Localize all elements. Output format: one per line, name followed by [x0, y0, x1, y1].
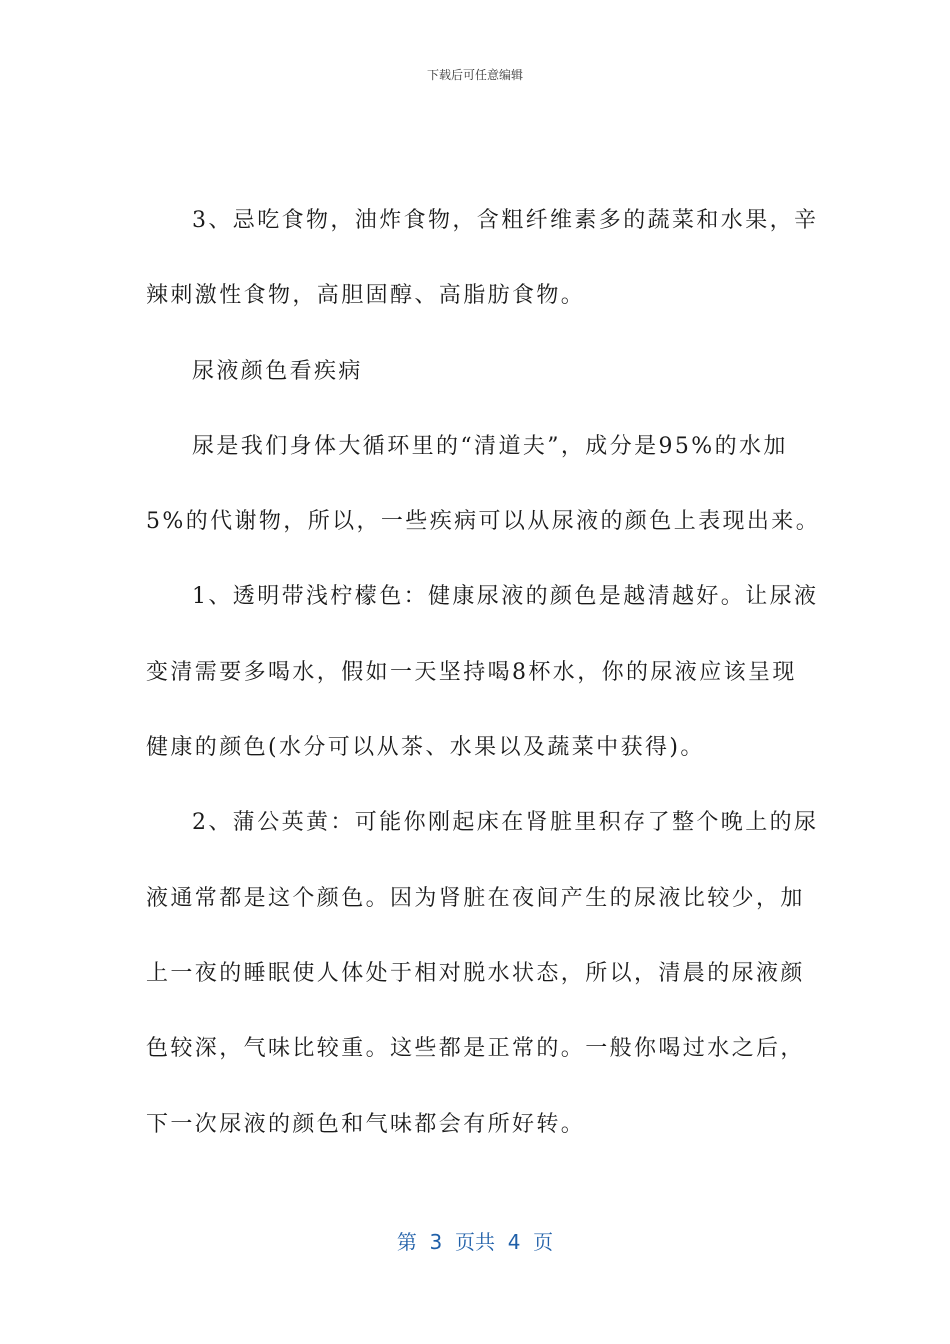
paragraph-line: 下一次尿液的颜色和气味都会有所好转。: [146, 1111, 586, 1137]
section-heading: 尿液颜色看疾病: [192, 358, 363, 384]
paragraph-line: 3、忌吃食物，油炸食物，含粗纤维素多的蔬菜和水果，辛: [192, 208, 819, 233]
paragraph-line: 健康的颜色(水分可以从茶、水果以及蔬菜中获得)。: [146, 735, 705, 761]
header-note: 下载后可任意编辑: [426, 68, 523, 82]
paragraph-line: 液通常都是这个颜色。因为肾脏在夜间产生的尿液比较少，加: [146, 885, 805, 911]
paragraph-line: 5%的代谢物，所以，一些疾病可以从尿液的颜色上表现出来。: [146, 509, 821, 535]
paragraph-line: 尿是我们身体大循环里的“清道夫”，成分是95%的水加: [192, 433, 788, 459]
paragraph-line: 上一夜的睡眠使人体处于相对脱水状态，所以，清晨的尿液颜: [146, 960, 805, 986]
page-number-footer: 第 3 页共 4 页: [396, 1230, 554, 1254]
paragraph-line: 1、透明带浅柠檬色：健康尿液的颜色是越清越好。让尿液: [192, 584, 819, 610]
paragraph-line: 辣刺激性食物，高胆固醇、高脂肪食物。: [146, 283, 586, 309]
paragraph-line: 变清需要多喝水，假如一天坚持喝8杯水，你的尿液应该呈现: [146, 659, 797, 685]
paragraph-line: 2、蒲公英黄：可能你刚起床在肾脏里积存了整个晚上的尿: [192, 810, 819, 836]
paragraph-line: 色较深，气味比较重。这些都是正常的。一般你喝过水之后，: [146, 1036, 805, 1062]
body-text: [146, 195, 821, 1174]
